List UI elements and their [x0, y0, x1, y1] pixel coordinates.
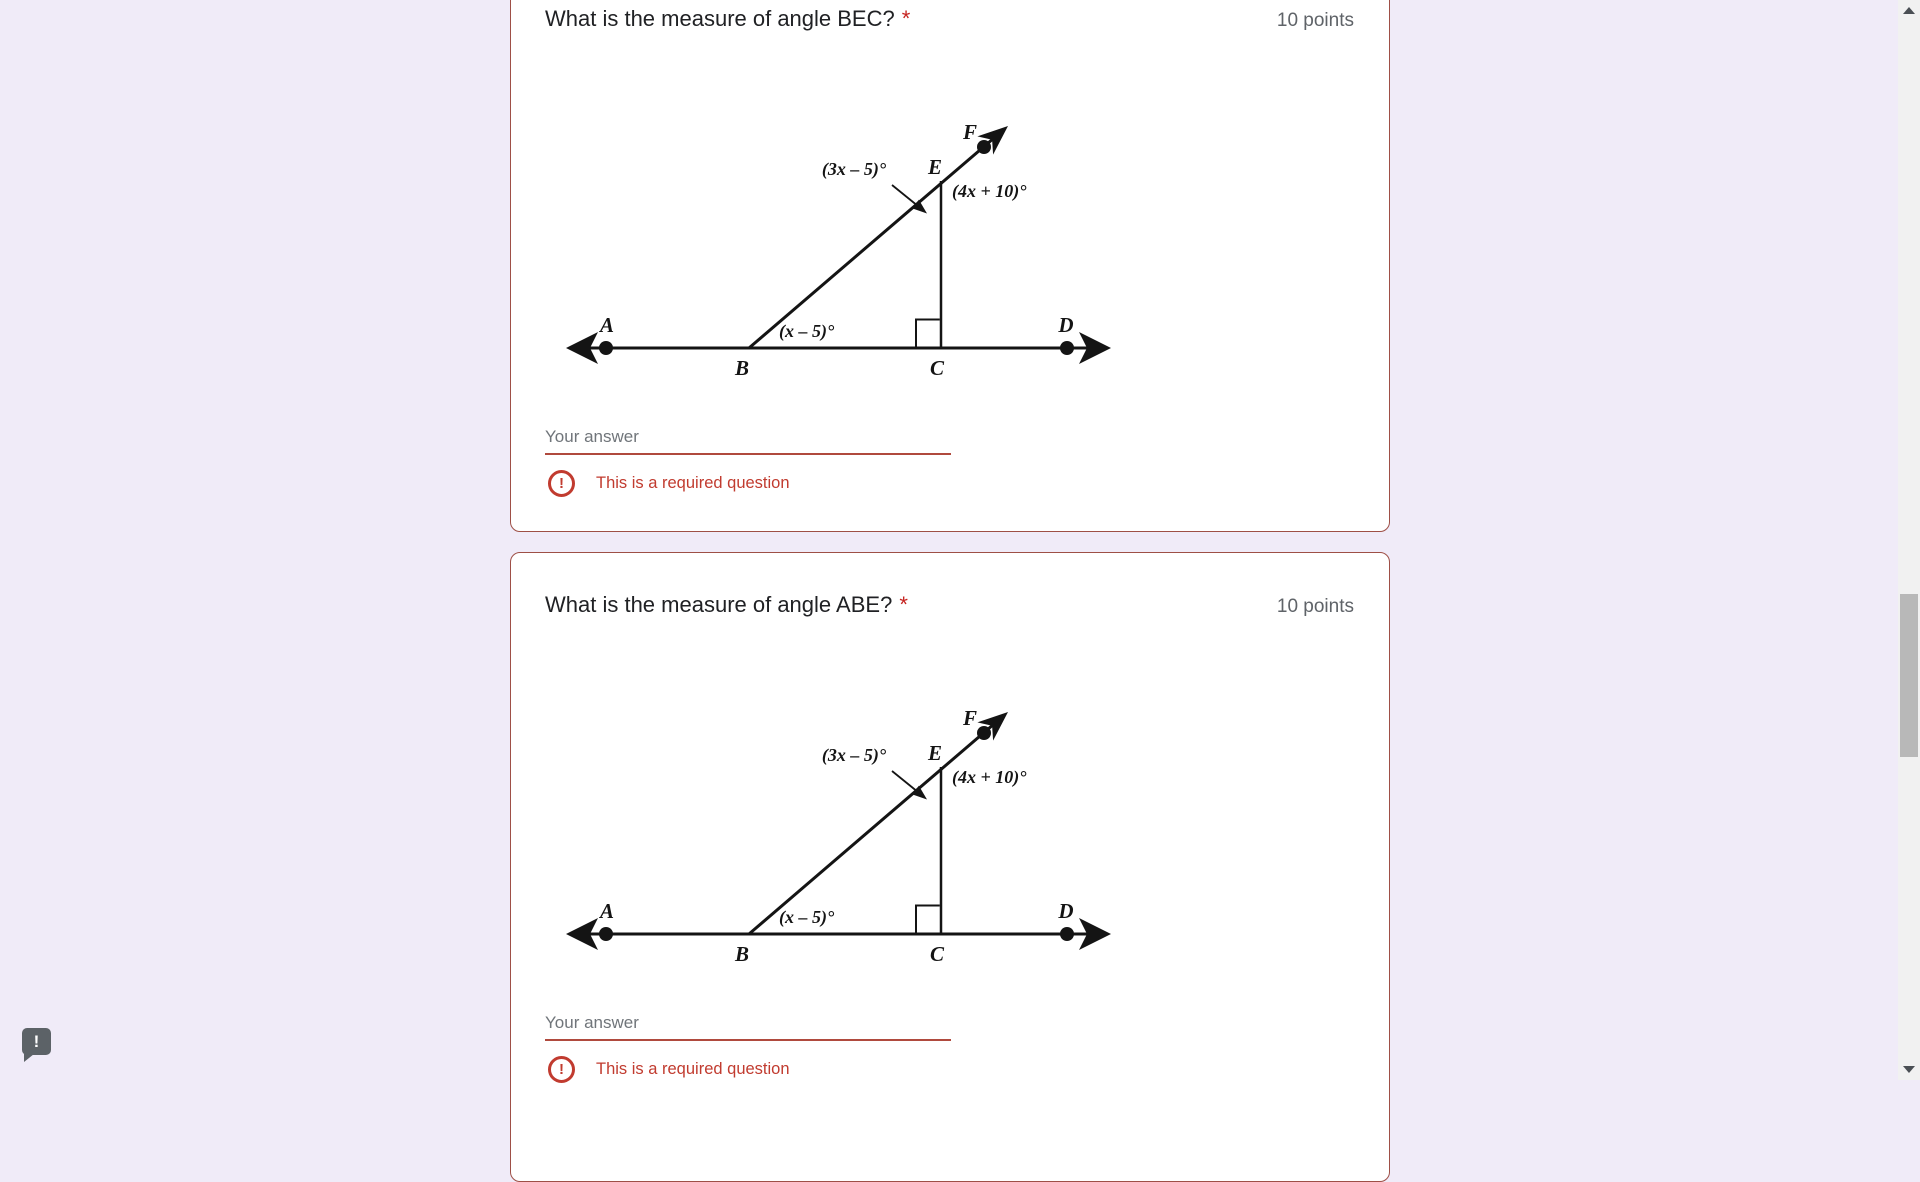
right-angle-mark — [916, 906, 940, 933]
question-title — [545, 591, 908, 619]
scroll-up-icon — [1903, 7, 1915, 14]
label-D: D — [1058, 899, 1074, 923]
label-F: F — [962, 120, 978, 144]
error-icon-glyph: ! — [559, 1061, 564, 1078]
label-F: F — [962, 706, 978, 730]
question-title-text: What is the measure of angle ABE? — [545, 592, 893, 617]
scroll-down-button[interactable] — [1898, 1063, 1920, 1080]
angle-label-3x-5: (3x – 5)° — [821, 159, 887, 179]
required-asterisk: * — [901, 6, 911, 31]
label-C: C — [929, 356, 945, 380]
label-C: C — [929, 942, 945, 966]
question-card — [510, 552, 1390, 1182]
question-title-text: What is the measure of angle BEC? — [545, 6, 895, 31]
point-D-dot — [1060, 341, 1074, 355]
angle-label-x-5: (x – 5)° — [779, 907, 835, 927]
geometry-diagram — [546, 101, 1136, 396]
question-title — [545, 5, 910, 33]
required-asterisk: * — [899, 592, 908, 617]
angle-label-4x-10: (4x + 10)° — [952, 767, 1027, 787]
point-A-dot — [599, 341, 613, 355]
feedback-exclamation-icon: ! — [33, 1031, 40, 1051]
label-E: E — [927, 741, 943, 765]
scroll-down-icon — [1903, 1066, 1915, 1073]
leader-arrowhead-icon — [912, 786, 927, 800]
geometry-diagram — [546, 687, 1136, 982]
angle-label-4x-10: (4x + 10)° — [952, 181, 1027, 201]
error-icon — [548, 470, 575, 497]
error-icon — [548, 1056, 575, 1083]
leader-arrowhead-icon — [912, 200, 927, 214]
error-message: This is a required question — [596, 474, 790, 492]
question-card — [510, 0, 1390, 532]
point-F-dot — [977, 726, 991, 740]
points-badge: 10 points — [1276, 10, 1354, 31]
scrollbar-track[interactable] — [1898, 0, 1920, 1080]
label-A: A — [599, 899, 615, 923]
right-angle-mark — [916, 320, 940, 347]
answer-input[interactable] — [545, 1007, 951, 1041]
label-A: A — [599, 313, 615, 337]
error-icon-glyph: ! — [559, 475, 564, 492]
point-A-dot — [599, 927, 613, 941]
error-message: This is a required question — [596, 1060, 790, 1078]
scrollbar-thumb[interactable] — [1900, 594, 1918, 757]
angle-label-x-5: (x – 5)° — [779, 321, 835, 341]
label-B: B — [734, 356, 750, 380]
points-badge: 10 points — [1276, 596, 1354, 617]
label-E: E — [927, 155, 943, 179]
label-D: D — [1058, 313, 1074, 337]
scroll-up-button[interactable] — [1898, 0, 1920, 17]
point-D-dot — [1060, 927, 1074, 941]
point-F-dot — [977, 140, 991, 154]
feedback-button[interactable] — [22, 1028, 51, 1055]
angle-label-3x-5: (3x – 5)° — [821, 745, 887, 765]
answer-input[interactable] — [545, 421, 951, 455]
label-B: B — [734, 942, 750, 966]
